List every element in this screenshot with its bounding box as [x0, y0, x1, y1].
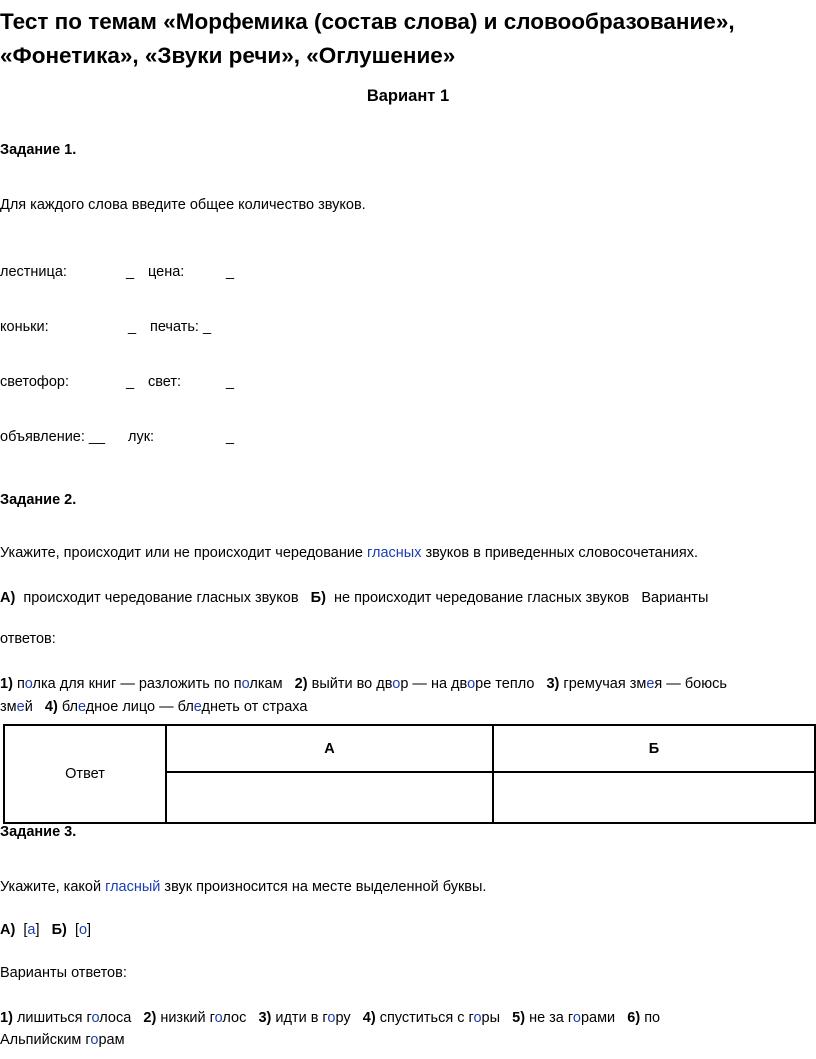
item-number: 1) — [0, 1010, 13, 1026]
item-text: я — боюсь — [654, 676, 727, 692]
item-text: бл — [61, 699, 78, 715]
highlight-word: гласных — [367, 545, 422, 561]
sound-letter: а — [27, 922, 36, 938]
variant-heading: Вариант 1 — [366, 87, 450, 105]
answer-row-label: Ответ — [4, 725, 166, 823]
instruction-text: звуков в приведенных словосочетаниях. — [421, 545, 698, 561]
item-text: лкам — [249, 676, 283, 692]
item-number: 4) — [362, 1010, 376, 1026]
task2-items-line1 — [0, 676, 727, 692]
option-b-label: Б) — [51, 922, 67, 938]
highlight-letter: е — [193, 699, 202, 715]
answer-cell-b[interactable] — [493, 772, 815, 823]
answer-table — [3, 724, 816, 824]
highlight-letter: е — [646, 676, 655, 692]
item-text: днеть от страха — [201, 699, 308, 715]
item-text: низкий г — [160, 1010, 215, 1026]
bracket: ] — [87, 922, 92, 938]
task1-answer-blank[interactable]: _ — [226, 374, 235, 390]
highlight-letter: е — [77, 699, 86, 715]
option-a-label: А) — [0, 922, 16, 938]
task2-heading: Задание 2. — [0, 492, 77, 508]
highlight-letter: о — [572, 1010, 581, 1026]
item-text: р — на дв — [400, 676, 468, 692]
item-text: по — [644, 1010, 661, 1026]
task2-options — [0, 590, 708, 606]
item-text: гремучая зм — [563, 676, 647, 692]
task1-answer-blank[interactable]: _ — [226, 264, 235, 280]
highlight-letter: о — [473, 1010, 482, 1026]
item-text: лос — [222, 1010, 247, 1026]
column-header-b: Б — [493, 725, 815, 772]
item-text: лоса — [99, 1010, 132, 1026]
item-number: 2) — [294, 676, 308, 692]
item-number: 6) — [627, 1010, 641, 1026]
item-number: 4) — [44, 699, 58, 715]
answers-word: ответов: — [0, 631, 56, 647]
highlight-letter: о — [327, 1010, 336, 1026]
item-text: рами — [580, 1010, 616, 1026]
task1-word: коньки: — [0, 319, 49, 335]
item-number: 2) — [143, 1010, 157, 1026]
highlight-letter: о — [90, 1032, 99, 1048]
item-text: ре тепло — [475, 676, 535, 692]
item-number: 3) — [258, 1010, 272, 1026]
highlight-letter: е — [16, 699, 25, 715]
bracket: ] — [35, 922, 40, 938]
task1-instruction: Для каждого слова введите общее количество звуков. — [0, 197, 366, 213]
item-text: спуститься с г — [379, 1010, 474, 1026]
task3-items-line2 — [0, 1032, 125, 1048]
item-number: 1) — [0, 676, 13, 692]
task1-heading: Задание 1. — [0, 142, 77, 158]
item-number: 3) — [546, 676, 560, 692]
task1-word: печать: _ — [150, 319, 212, 335]
bracket: [ — [23, 922, 28, 938]
highlight-letter: о — [91, 1010, 100, 1026]
item-number: 5) — [512, 1010, 526, 1026]
item-text: п — [16, 676, 25, 692]
task1-answer-blank[interactable]: _ — [226, 429, 235, 445]
task3-instruction — [0, 879, 486, 895]
task1-word: объявление: __ — [0, 429, 106, 445]
item-text: ру — [335, 1010, 351, 1026]
highlight-word: гласный — [105, 879, 161, 895]
task1-word: цена: — [148, 264, 185, 280]
bracket: [ — [74, 922, 79, 938]
task1-word: лук: — [128, 429, 155, 445]
task2-instruction — [0, 545, 698, 561]
task3-variants-label: Варианты ответов: — [0, 965, 127, 981]
item-text: й — [24, 699, 33, 715]
option-a-text: происходит чередование гласных звуков — [23, 590, 299, 606]
task1-answer-blank[interactable]: _ — [126, 264, 135, 280]
task1-answer-blank[interactable]: _ — [126, 374, 135, 390]
highlight-letter: о — [214, 1010, 223, 1026]
task1-answer-blank[interactable]: _ — [128, 319, 137, 335]
sound-letter: о — [78, 922, 88, 938]
instruction-text: Укажите, какой — [0, 879, 106, 895]
item-text: не за г — [529, 1010, 573, 1026]
task1-word: лестница: — [0, 264, 67, 280]
task3-items-line1 — [0, 1010, 660, 1026]
column-header-a: А — [166, 725, 493, 772]
item-text: выйти во дв — [311, 676, 393, 692]
task2-items-line2 — [0, 699, 307, 715]
item-text: рам — [98, 1032, 125, 1048]
task1-word: светофор: — [0, 374, 70, 390]
variants-word: Варианты — [641, 590, 709, 606]
option-a-label: А) — [0, 590, 16, 606]
page-title: Тест по темам «Морфемика (состав слова) и словообразование», «Фонетика», «Звуки речи», «Оглушение» — [0, 9, 735, 68]
item-text: дное лицо — бл — [85, 699, 194, 715]
option-b-text: не происходит чередование гласных звуков — [333, 590, 630, 606]
item-text: Альпийским г — [0, 1032, 91, 1048]
highlight-letter: о — [24, 676, 33, 692]
task1-word: свет: — [148, 374, 182, 390]
option-b-label: Б) — [310, 590, 326, 606]
instruction-text: Укажите, происходит или не происходит чередование — [0, 545, 368, 561]
item-text: лка для книг — разложить по п — [32, 676, 242, 692]
highlight-letter: о — [467, 676, 476, 692]
answer-cell-a[interactable] — [166, 772, 493, 823]
item-text: зм — [0, 699, 17, 715]
item-text: ры — [481, 1010, 501, 1026]
item-text: лишиться г — [16, 1010, 92, 1026]
highlight-letter: о — [392, 676, 401, 692]
task3-options — [0, 922, 91, 938]
highlight-letter: о — [241, 676, 250, 692]
task3-heading: Задание 3. — [0, 824, 77, 840]
item-text: идти в г — [275, 1010, 328, 1026]
instruction-text: звук произносится на месте выделенной буквы. — [160, 879, 487, 895]
